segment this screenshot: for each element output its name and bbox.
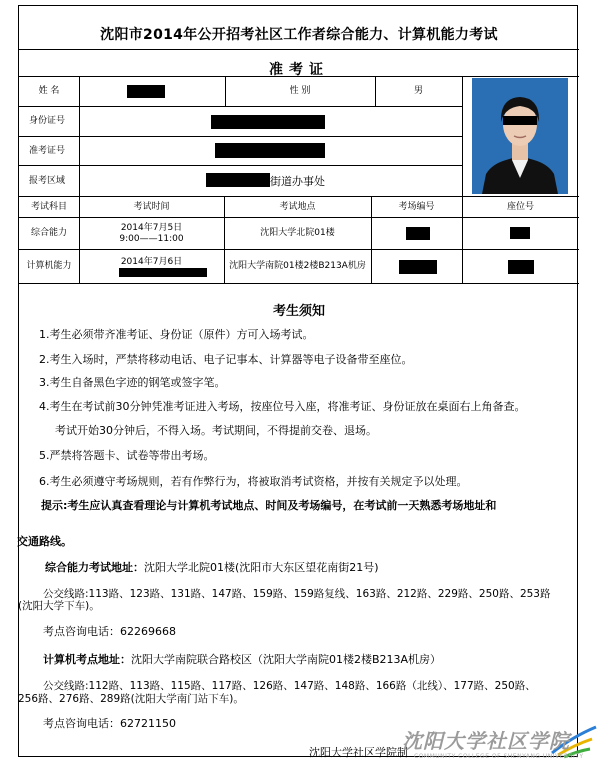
redacted-time-2 — [119, 268, 207, 277]
venue2-line — [43, 651, 441, 667]
venue2-phone-line — [43, 715, 176, 731]
row1-location: 沈阳大学北院01楼 — [260, 228, 335, 238]
ticket-number-label: 准考证号 — [29, 145, 66, 156]
gender-value: 男 — [413, 86, 423, 96]
notice-tip-line2: 交通路线。 — [17, 535, 72, 548]
row1-subject: 综合能力 — [30, 228, 67, 238]
notice-item-5: 5.严禁将答题卡、试卷等带出考场。 — [39, 449, 215, 462]
rule-row1 — [19, 106, 462, 107]
redacted-id — [211, 115, 325, 129]
region-label: 报考区域 — [29, 175, 66, 186]
name-label: 姓 名 — [38, 86, 60, 96]
redacted-room-2 — [399, 260, 437, 274]
notice-item-2: 2.考生入场时，严禁将移动电话、电子记事本、计算器等电子设备带至座位。 — [39, 353, 413, 366]
region-suffix: 街道办事处 — [270, 174, 325, 188]
watermark-name: 沈阳大学社区学院 — [402, 729, 570, 753]
admission-ticket — [18, 5, 578, 757]
rule-table-bottom — [19, 283, 579, 284]
redacted-seat-2 — [508, 260, 534, 274]
rule-row3 — [19, 165, 462, 166]
gender-label: 性 别 — [289, 86, 311, 96]
rule-title — [19, 49, 579, 50]
row2-date: 2014年7月6日 — [120, 257, 183, 267]
header-subject: 考试科目 — [30, 201, 67, 212]
document-title: 沈阳市2014年公开招考社区工作者综合能力、计算机能力考试 — [100, 27, 498, 43]
redacted-room-1 — [406, 227, 430, 240]
notice-item-4: 4.考生在考试前30分钟凭准考证进入考场，按座位号入座，将准考证、身份证放在桌面右上角备查。 — [39, 400, 526, 413]
venue1-bus-line1: 公交线路:113路、123路、131路、147路、159路、159路复线、163路、212路、229路、250路、253路 — [43, 588, 551, 600]
document-subtitle: 准考证 — [269, 62, 329, 78]
venue2-address: 沈阳大学南院联合路校区（沈阳大学南院01楼2楼B213A机房） — [131, 653, 442, 666]
rule-row2 — [19, 136, 462, 137]
header-seat: 座位号 — [506, 201, 534, 212]
venue1-line — [45, 559, 379, 575]
redacted-name — [127, 85, 165, 98]
row1-date: 2014年7月5日 — [120, 223, 183, 233]
redacted-ticket-number — [215, 143, 325, 158]
venue2-bus-line2: 256路、276路、289路(沈阳大学南门站下车)。 — [18, 693, 244, 705]
venue1-phone-label: 考点咨询电话： — [43, 625, 120, 638]
watermark-sub: COMMUNITY COLLEGE OF SHENYANG UNIVERSITY — [414, 753, 584, 760]
notice-item-1: 1.考生必须带齐准考证、身份证（原件）方可入场考试。 — [39, 328, 314, 341]
notice-title: 考生须知 — [272, 304, 325, 319]
row2-location: 沈阳大学南院01楼2楼B213A机房 — [229, 261, 366, 271]
venue1-phone: 62269668 — [120, 625, 176, 638]
notice-item-4-cont: 考试开始30分钟后，不得入场。考试期间，不得提前交卷、退场。 — [55, 424, 377, 437]
notice-item-3: 3.考生自备黑色字迹的钢笔或签字笔。 — [39, 376, 226, 389]
notice-item-6: 6.考生必须遵守考场规则，若有作弊行为，将被取消考试资格，并按有关规定予以处理。 — [39, 475, 468, 488]
venue1-label: 综合能力考试地址： — [45, 561, 144, 574]
col-line-photo — [462, 76, 463, 196]
redacted-region — [206, 173, 270, 187]
venue2-label: 计算机考点地址： — [43, 653, 131, 666]
row2-subject: 计算机能力 — [26, 261, 72, 271]
header-time: 考试时间 — [133, 201, 170, 212]
redacted-seat-1 — [510, 227, 530, 239]
college-watermark — [402, 725, 598, 767]
notice-tip-line1: 提示:考生应认真查看理论与计算机考试地点、时间及考场编号，在考试前一天熟悉考场地址和 — [41, 499, 497, 512]
header-room: 考场编号 — [398, 201, 435, 212]
venue1-address: 沈阳大学北院01楼(沈阳市大东区望花南街21号) — [144, 561, 379, 574]
row1-time: 9:00——11:00 — [119, 234, 184, 244]
header-location: 考试地点 — [279, 201, 316, 212]
venue2-phone: 62721150 — [120, 717, 176, 730]
venue2-bus-line1: 公交线路:112路、113路、115路、117路、126路、147路、148路、166路（北线）、177路、250路、 — [43, 680, 536, 692]
applicant-photo — [472, 78, 568, 194]
issuer: 沈阳大学社区学院制 — [309, 746, 408, 759]
venue1-bus-line2: (沈阳大学下车)。 — [18, 600, 100, 612]
venue2-phone-label: 考点咨询电话： — [43, 717, 120, 730]
id-label: 身份证号 — [29, 116, 66, 126]
venue1-phone-line — [43, 623, 176, 639]
